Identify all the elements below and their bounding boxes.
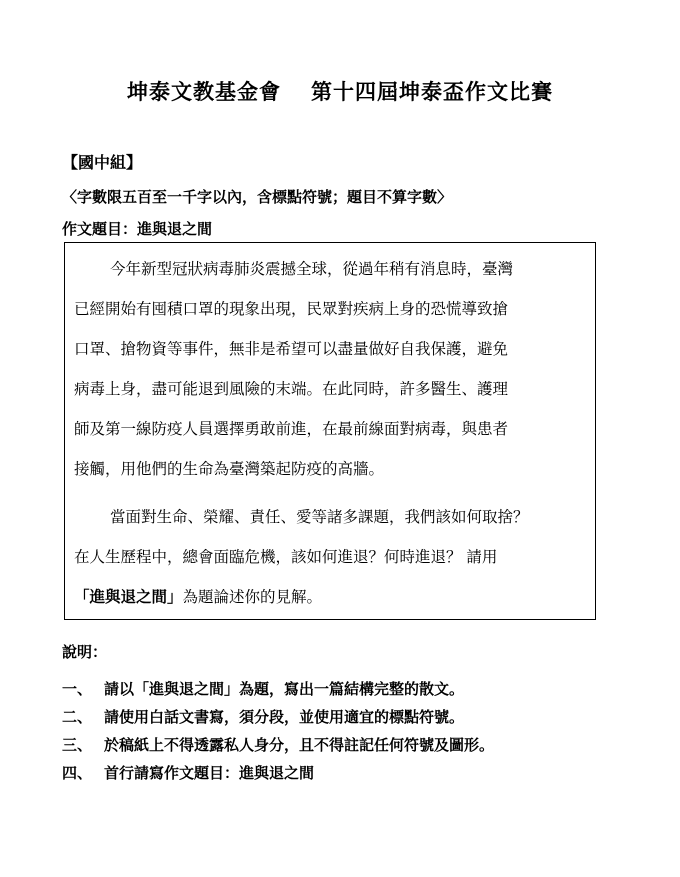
prompt-box: [64, 242, 596, 620]
note-text: 於稿紙上不得透露私人身分，且不得註記任何符號及圖形。: [104, 736, 495, 754]
prompt-line: 已經開始有囤積口罩的現象出現，民眾對疾病上身的恐慌導致搶: [74, 300, 509, 318]
prompt-last-line: [74, 585, 322, 607]
prompt-last-text: 為題論述你的見解。: [182, 588, 323, 606]
note-text: 請使用白話文書寫，須分段，並使用適宜的標點符號。: [104, 708, 465, 726]
note-item: [62, 678, 464, 699]
note-number: 一、: [62, 680, 93, 698]
note-text: 首行請寫作文題目：進與退之間: [104, 764, 315, 782]
note-text: 請以「進與退之間」為題，寫出一篇結構完整的散文。: [104, 680, 465, 698]
group-label: 【國中組】: [62, 153, 143, 172]
note-number: 四、: [62, 764, 93, 782]
prompt-line: 今年新型冠狀病毒肺炎震撼全球，從過年稍有消息時，臺灣: [110, 260, 514, 278]
note-number: 二、: [62, 708, 93, 726]
essay-topic: 作文題目：進與退之間: [62, 220, 213, 238]
note-item: [62, 734, 494, 755]
note-item: [62, 762, 314, 783]
prompt-topic-quote: 「進與退之間」: [74, 588, 183, 606]
note-number: 三、: [62, 736, 93, 754]
prompt-line: 師及第一線防疫人員選擇勇敢前進，在最前線面對病毒，與患者: [74, 420, 509, 438]
page-title: [0, 76, 680, 106]
prompt-line: 口罩、搶物資等事件，無非是希望可以盡量做好自我保護，避免: [74, 340, 509, 358]
notes-title: 說明：: [62, 643, 108, 661]
org-name: 坤泰文教基金會: [127, 80, 281, 104]
prompt-line: 接觸，用他們的生命為臺灣築起防疫的高牆。: [74, 460, 385, 478]
contest-name: 第十四屆坤泰盃作文比賽: [311, 80, 553, 104]
prompt-line: 在人生歷程中，總會面臨危機，該如何進退？何時進退？ 請用: [74, 548, 498, 566]
prompt-line: 病毒上身，盡可能退到風險的末端。在此同時，許多醫生、護理: [74, 380, 509, 398]
word-count-rule: 〈字數限五百至一千字以內，含標點符號；題目不算字數〉: [62, 188, 453, 206]
note-item: [62, 706, 464, 727]
prompt-line: 當面對生命、榮耀、責任、愛等諸多課題，我們該如何取捨？: [110, 508, 529, 526]
